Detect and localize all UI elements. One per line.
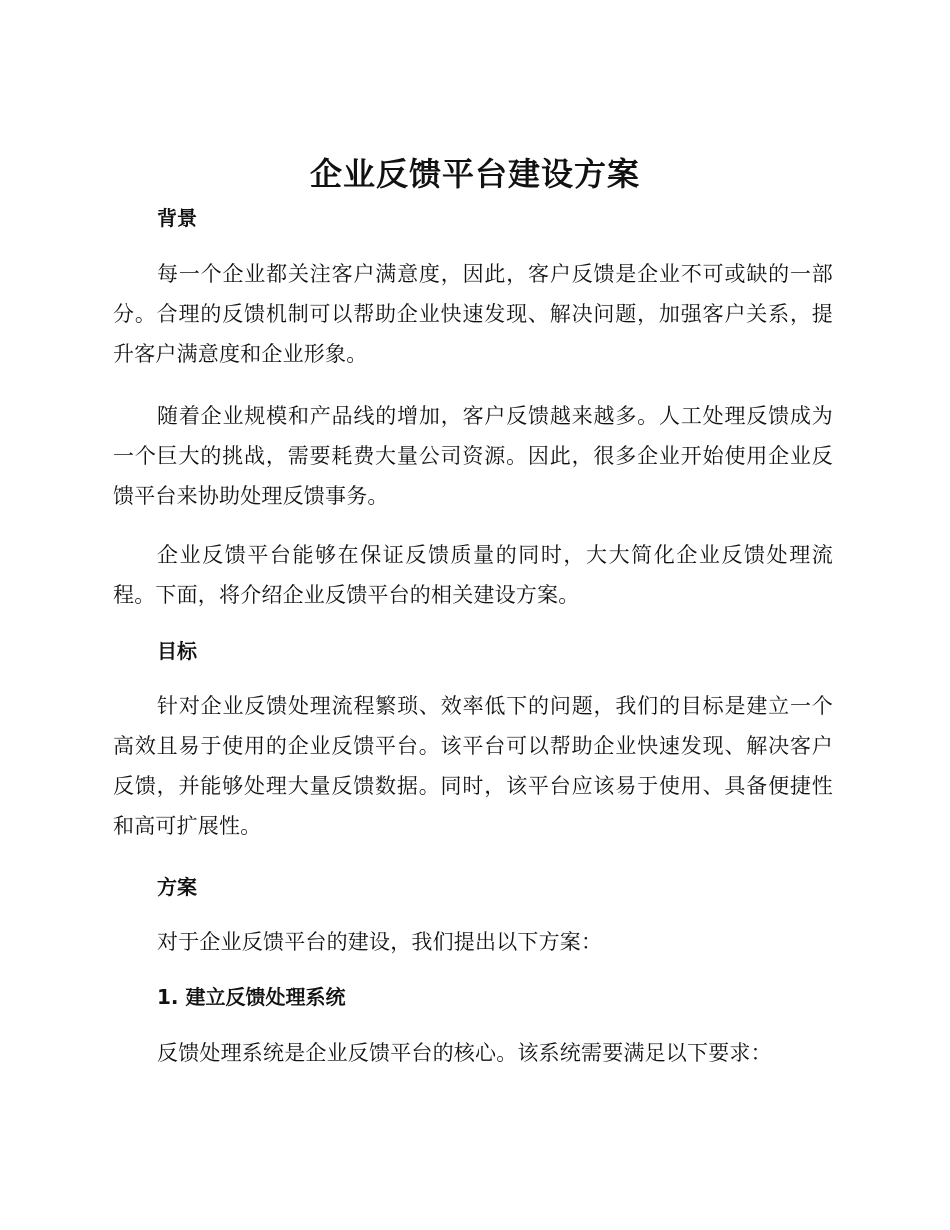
plan-subparagraph-1: 反馈处理系统是企业反馈平台的核心。该系统需要满足以下要求：: [157, 1041, 772, 1065]
plan-intro-block: [113, 922, 833, 962]
plan-subheading-block: [113, 982, 833, 1012]
goal-paragraph-block: [113, 686, 833, 846]
plan-subparagraph-block: [113, 1033, 833, 1073]
background-paragraph-2: 随着企业规模和产品线的增加，客户反馈越来越多。人工处理反馈成为一个巨大的挑战，需要耗费大量公司资源。因此，很多企业开始使用企业反馈平台来协助处理反馈事务。: [113, 404, 833, 508]
background-paragraph-1-block: [113, 254, 833, 374]
background-paragraph-2-block: [113, 396, 833, 516]
section-goal: [113, 636, 833, 666]
plan-intro: 对于企业反馈平台的建设，我们提出以下方案：: [157, 930, 603, 954]
section-heading-goal: 目标: [157, 639, 197, 663]
goal-paragraph-1: 针对企业反馈处理流程繁琐、效率低下的问题，我们的目标是建立一个高效且易于使用的企业反馈平台。该平台可以帮助企业快速发现、解决客户反馈，并能够处理大量反馈数据。同时，该平台应该易于使用、具备便捷性和高可扩展性。: [113, 694, 833, 838]
background-paragraph-3-block: [113, 535, 833, 615]
section-heading-background: 背景: [157, 206, 197, 230]
section-plan: [113, 872, 833, 902]
background-paragraph-1: 每一个企业都关注客户满意度，因此，客户反馈是企业不可或缺的一部分。合理的反馈机制可以帮助企业快速发现、解决问题，加强客户关系，提升客户满意度和企业形象。: [113, 262, 833, 366]
plan-subheading-1: 1. 建立反馈处理系统: [157, 985, 346, 1009]
section-heading-plan: 方案: [157, 875, 197, 899]
section-background: [113, 203, 833, 233]
document-title: 企业反馈平台建设方案: [309, 155, 640, 193]
background-paragraph-3: 企业反馈平台能够在保证反馈质量的同时，大大简化企业反馈处理流程。下面，将介绍企业反馈平台的相关建设方案。: [113, 543, 833, 607]
